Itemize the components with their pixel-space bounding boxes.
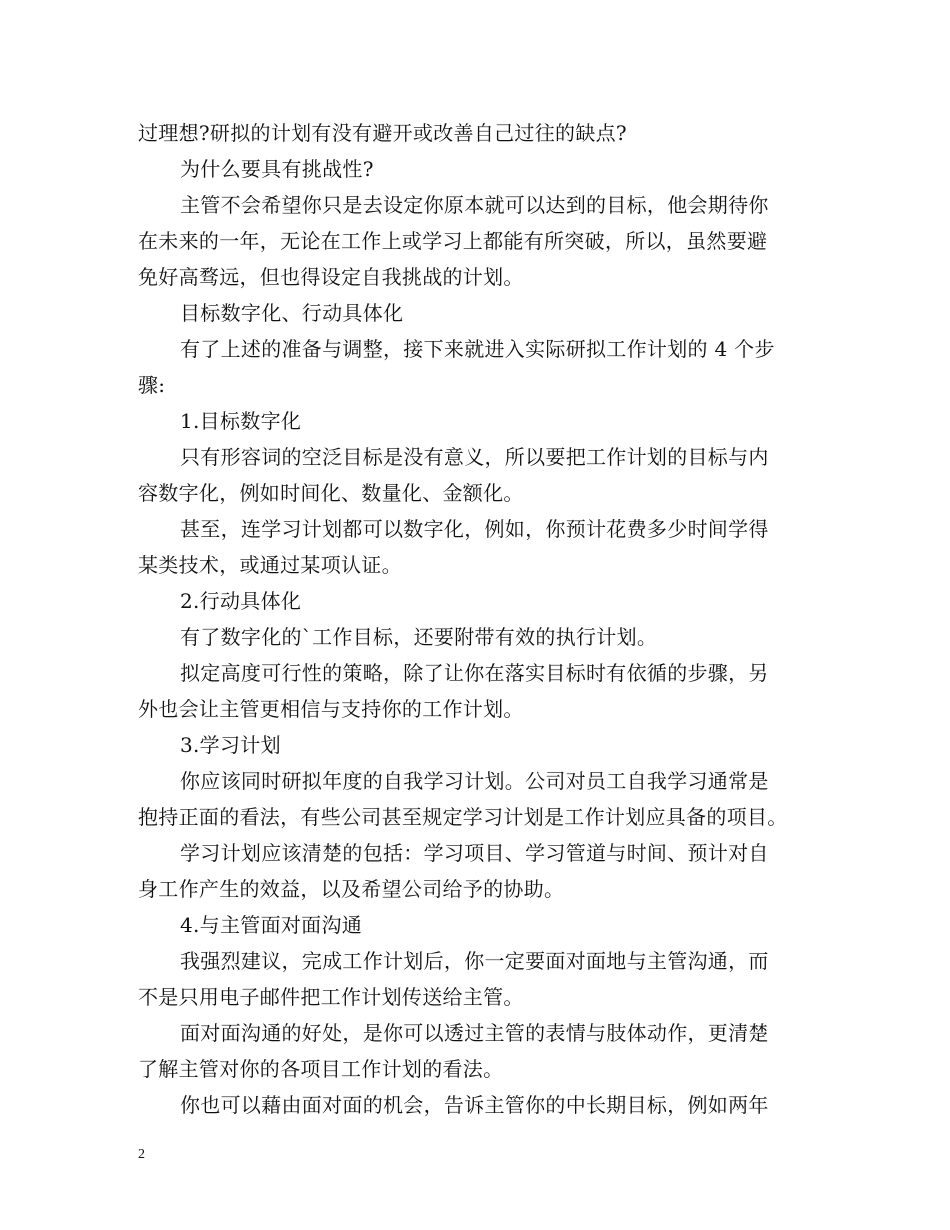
text-line: 甚至，连学习计划都可以数字化，例如，你预计花费多少时间学得 (180, 517, 769, 541)
page-number: 2 (138, 1147, 145, 1162)
text-line: 目标数字化、行动具体化 (180, 301, 404, 325)
text-line: 2.行动具体化 (180, 589, 302, 613)
body-text (138, 115, 818, 1123)
text-line: 4.与主管面对面沟通 (180, 913, 363, 937)
text-line: 你应该同时研拟年度的自我学习计划。公司对员工自我学习通常是 (180, 769, 769, 793)
text-line: 只有形容词的空泛目标是没有意义，所以要把工作计划的目标与内 (180, 445, 769, 469)
text-line: 了解主管对你的各项目工作计划的看法。 (138, 1057, 504, 1081)
text-line: 学习计划应该清楚的包括：学习项目、学习管道与时间、预计对自 (180, 841, 769, 865)
text-line: 在未来的一年，无论在工作上或学习上都能有所突破，所以，虽然要避 (138, 229, 768, 253)
text-line: 有了数字化的`工作目标，还要附带有效的执行计划。 (180, 625, 658, 649)
text-line: 为什么要具有挑战性? (180, 157, 374, 181)
text-line: 骤: (138, 373, 166, 397)
text-line: 某类技术，或通过某项认证。 (138, 553, 402, 577)
text-line: 抱持正面的看法，有些公司甚至规定学习计划是工作计划应具备的项目。 (138, 805, 788, 829)
text-line: 面对面沟通的好处，是你可以透过主管的表情与肢体动作，更清楚 (180, 1021, 769, 1045)
text-line: 过理想?研拟的计划有没有避开或改善自己过往的缺点? (138, 121, 627, 145)
text-line: 拟定高度可行性的策略，除了让你在落实目标时有依循的步骤，另 (180, 661, 769, 685)
text-line: 你也可以藉由面对面的机会，告诉主管你的中长期目标，例如两年 (180, 1093, 769, 1117)
text-line: 容数字化，例如时间化、数量化、金额化。 (138, 481, 524, 505)
text-line: 3.学习计划 (180, 733, 281, 757)
text-line: 我强烈建议，完成工作计划后，你一定要面对面地与主管沟通，而 (180, 949, 769, 973)
text-line: 免好高骛远，但也得设定自我挑战的计划。 (138, 265, 524, 289)
text-line: 主管不会希望你只是去设定你原本就可以达到的目标，他会期待你 (180, 193, 769, 217)
text-line: 有了上述的准备与调整，接下来就进入实际研拟工作计划的 4 个步 (180, 337, 775, 361)
text-line: 1.目标数字化 (180, 409, 302, 433)
text-line: 身工作产生的效益，以及希望公司给予的协助。 (138, 877, 565, 901)
text-line: 外也会让主管更相信与支持你的工作计划。 (138, 697, 524, 721)
text-line: 不是只用电子邮件把工作计划传送给主管。 (138, 985, 524, 1009)
